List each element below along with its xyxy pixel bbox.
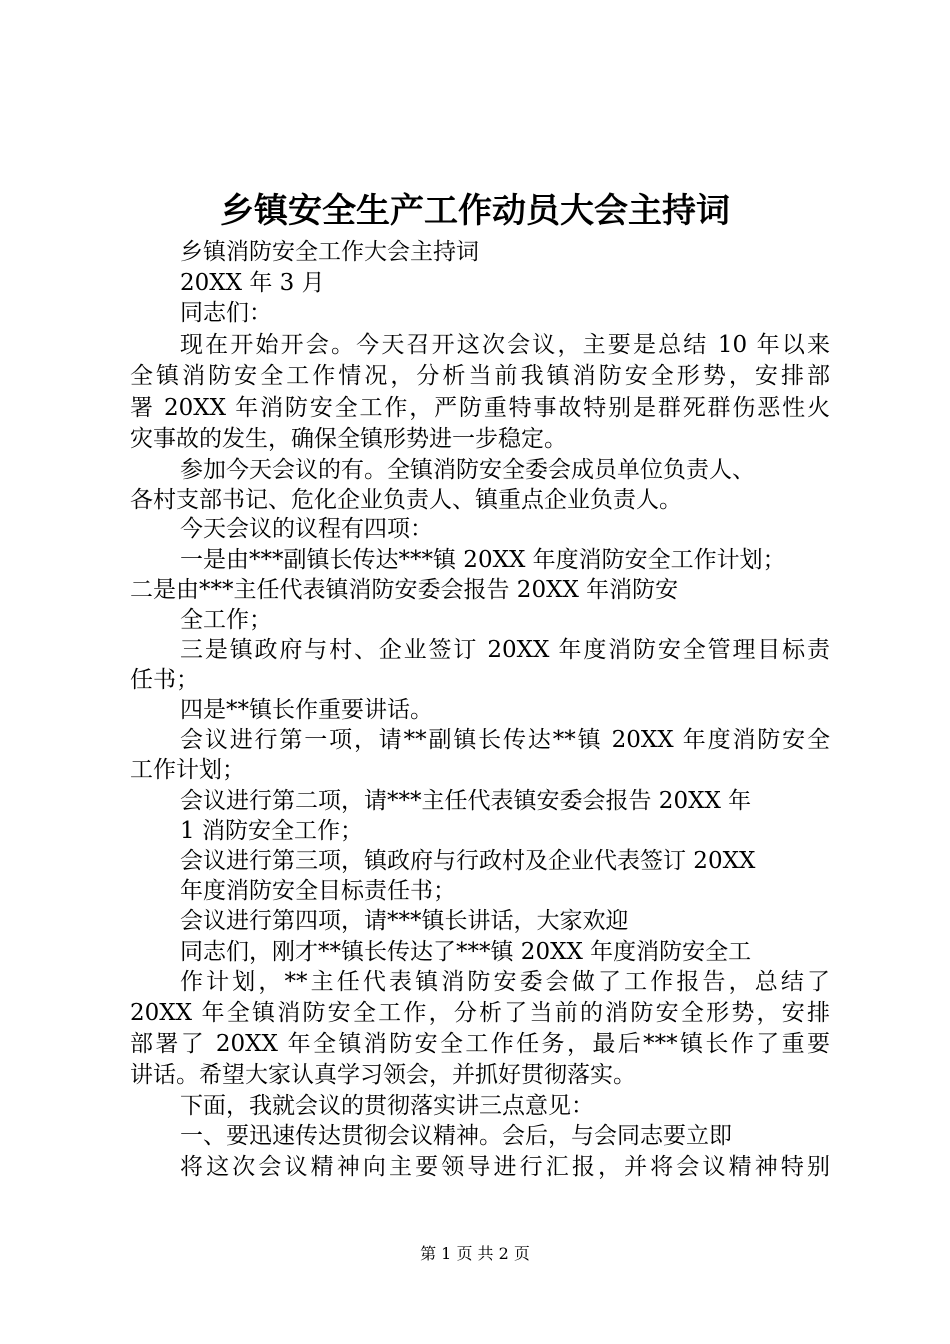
- body-line: 今天会议的议程有四项：: [180, 516, 433, 542]
- body-line: 灾事故的发生，确保全镇形势进一步稳定。: [130, 426, 567, 452]
- body-line: 署 20XX 年消防安全工作，严防重特事故特别是群死群伤恶性火: [130, 395, 830, 421]
- body-line: 现在开始开会。今天召开这次会议，主要是总结 10 年以来: [180, 332, 830, 358]
- subtitle-line: 乡镇消防安全工作大会主持词: [180, 239, 479, 265]
- body-line: 同志们，刚才**镇长传达了***镇 20XX 年度消防安全工: [180, 939, 752, 965]
- body-line: 下面，我就会议的贯彻落实讲三点意见：: [180, 1093, 594, 1119]
- body-line: 参加今天会议的有。全镇消防安全委会成员单位负责人、: [180, 457, 755, 483]
- agenda-item: 任书；: [130, 667, 199, 693]
- body-line: 各村支部书记、危化企业负责人、镇重点企业负责人。: [130, 487, 682, 513]
- body-line: 1 消防安全工作；: [180, 818, 363, 844]
- agenda-item: 二是由***主任代表镇消防安委会报告 20XX 年消防安: [130, 577, 679, 603]
- body-line: 会议进行第一项，请**副镇长传达**镇 20XX 年度消防安全: [180, 727, 830, 753]
- agenda-item: 一是由***副镇长传达***镇 20XX 年度消防安全工作计划；: [180, 547, 786, 573]
- body-line: 工作计划；: [130, 757, 245, 783]
- body-line: 部署了 20XX 年全镇消防安全工作任务，最后***镇长作了重要: [130, 1031, 830, 1057]
- document-title: 乡镇安全生产工作动员大会主持词: [220, 191, 730, 231]
- salutation-line: 同志们：: [180, 300, 272, 326]
- body-line: 年度消防安全目标责任书；: [180, 878, 456, 904]
- body-line: 会议进行第三项，镇政府与行政村及企业代表签订 20XX: [180, 848, 756, 874]
- body-line: 会议进行第四项，请***镇长讲话，大家欢迎: [180, 908, 629, 934]
- body-line: 一、要迅速传达贯彻会议精神。会后，与会同志要立即: [180, 1123, 732, 1149]
- body-line: 20XX 年全镇消防安全工作，分析了当前的消防安全形势，安排: [130, 1000, 830, 1026]
- date-line: 20XX 年 3 月: [180, 270, 325, 296]
- agenda-item: 四是**镇长作重要讲话。: [180, 697, 433, 723]
- body-line: 讲话。希望大家认真学习领会，并抓好贯彻落实。: [130, 1062, 636, 1088]
- body-line: 将这次会议精神向主要领导进行汇报，并将会议精神特别: [180, 1154, 830, 1180]
- body-line: 全镇消防安全工作情况，分析当前我镇消防安全形势，安排部: [130, 363, 830, 389]
- agenda-item: 全工作；: [180, 607, 272, 633]
- agenda-item: 三是镇政府与村、企业签订 20XX 年度消防安全管理目标责: [180, 637, 830, 663]
- page-number-footer: 第 1 页 共 2 页: [420, 1244, 530, 1263]
- body-line: 会议进行第二项，请***主任代表镇安委会报告 20XX 年: [180, 788, 752, 814]
- body-line: 作计划，**主任代表镇消防安委会做了工作报告，总结了: [180, 969, 830, 995]
